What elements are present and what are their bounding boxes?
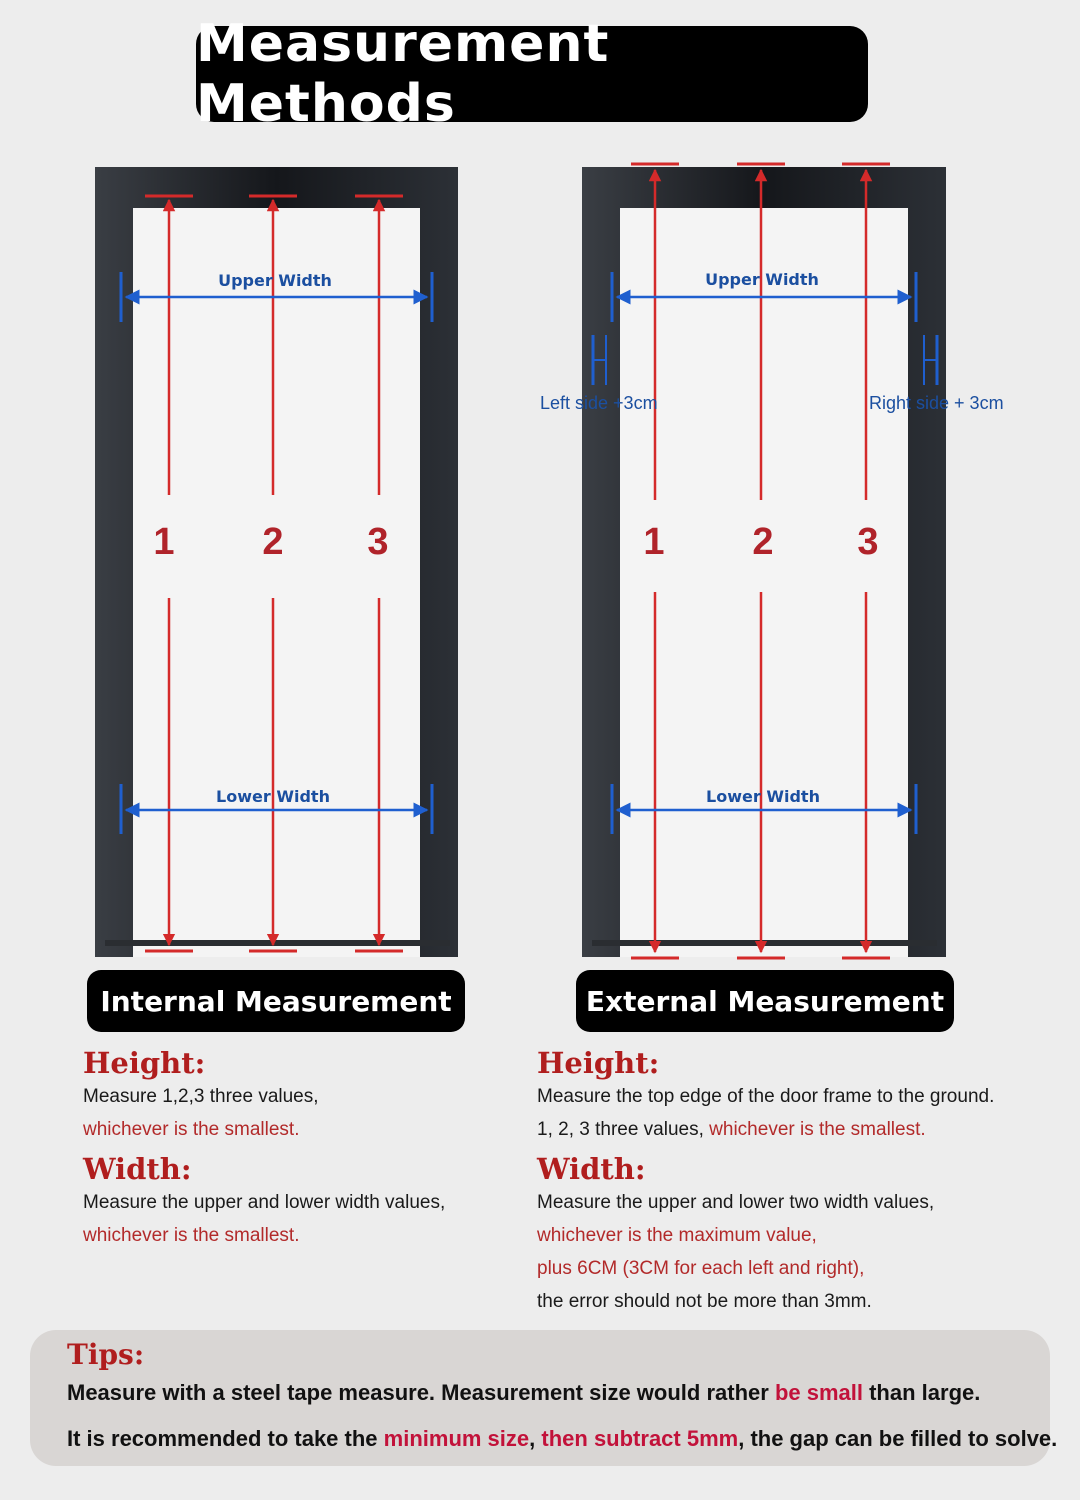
- internal-height-heading: Height:: [83, 1046, 206, 1080]
- tips-line2-e: , the gap can be filled to solve.: [738, 1426, 1058, 1451]
- external-height-line2a: 1, 2, 3 three values,: [537, 1119, 704, 1140]
- tips-line2-a: It is recommended to take the: [67, 1426, 378, 1451]
- external-upper-width-label: Upper Width: [705, 270, 819, 289]
- external-width-heading: Width:: [537, 1152, 646, 1186]
- tips-line1-a: Measure with a steel tape measure. Measurement size would rather: [67, 1380, 769, 1405]
- tips-line-1: [67, 1380, 980, 1406]
- tips-line1-b: be small: [774, 1380, 863, 1405]
- internal-width-line2: whichever is the smallest.: [83, 1225, 300, 1246]
- tips-line1-c: than large.: [869, 1380, 981, 1405]
- internal-measurement-text: Internal Measurement: [100, 984, 452, 1018]
- internal-instructions: [83, 1046, 513, 1252]
- internal-door-opening: [133, 208, 420, 957]
- external-measurement-label: [576, 970, 954, 1032]
- internal-number-2: 2: [262, 521, 284, 563]
- external-left-side-label: Left side +3cm: [540, 393, 658, 413]
- external-height-line2b: whichever is the smallest.: [709, 1119, 926, 1140]
- internal-upper-width-label: Upper Width: [218, 271, 332, 290]
- external-number-1: 1: [643, 521, 665, 563]
- external-measurement-text: External Measurement: [585, 984, 945, 1018]
- external-height-line2: [537, 1113, 1057, 1146]
- external-number-3: 3: [857, 521, 879, 563]
- internal-floor-line: [105, 940, 450, 946]
- tips-line2-b: minimum size: [383, 1426, 530, 1451]
- internal-height-line2: whichever is the smallest.: [83, 1119, 300, 1140]
- external-width-line3: plus 6CM (3CM for each left and right),: [537, 1258, 865, 1279]
- external-number-2: 2: [752, 521, 774, 563]
- external-door: [540, 164, 1004, 958]
- tips-line-2: [67, 1426, 1057, 1452]
- external-height-heading: Height:: [537, 1046, 660, 1080]
- tips-line2-d: then subtract 5mm: [541, 1426, 739, 1451]
- tips-line2-c: ,: [529, 1426, 536, 1451]
- page-title: Measurement Methods: [196, 14, 610, 134]
- internal-number-3: 3: [367, 521, 389, 563]
- tips-heading: Tips:: [67, 1338, 145, 1371]
- external-height-line1: Measure the top edge of the door frame to the ground.: [537, 1086, 995, 1107]
- internal-width-heading: Width:: [83, 1152, 192, 1186]
- external-width-line1: Measure the upper and lower two width values,: [537, 1192, 935, 1213]
- external-width-line2: whichever is the maximum value,: [537, 1225, 817, 1246]
- external-width-line4: the error should not be more than 3mm.: [537, 1291, 872, 1312]
- internal-width-line1: Measure the upper and lower width values,: [83, 1192, 446, 1213]
- external-floor-line: [592, 940, 937, 946]
- tips-box: [30, 1330, 1058, 1466]
- internal-lower-width-label: Lower Width: [216, 787, 330, 806]
- external-right-side-label: Right side + 3cm: [869, 393, 1004, 413]
- internal-number-1: 1: [153, 521, 175, 563]
- internal-height-line1: Measure 1,2,3 three values,: [83, 1086, 319, 1107]
- external-lower-width-label: Lower Width: [706, 787, 820, 806]
- internal-door: [95, 167, 458, 957]
- external-instructions: [537, 1046, 1057, 1318]
- internal-measurement-label: [87, 970, 465, 1032]
